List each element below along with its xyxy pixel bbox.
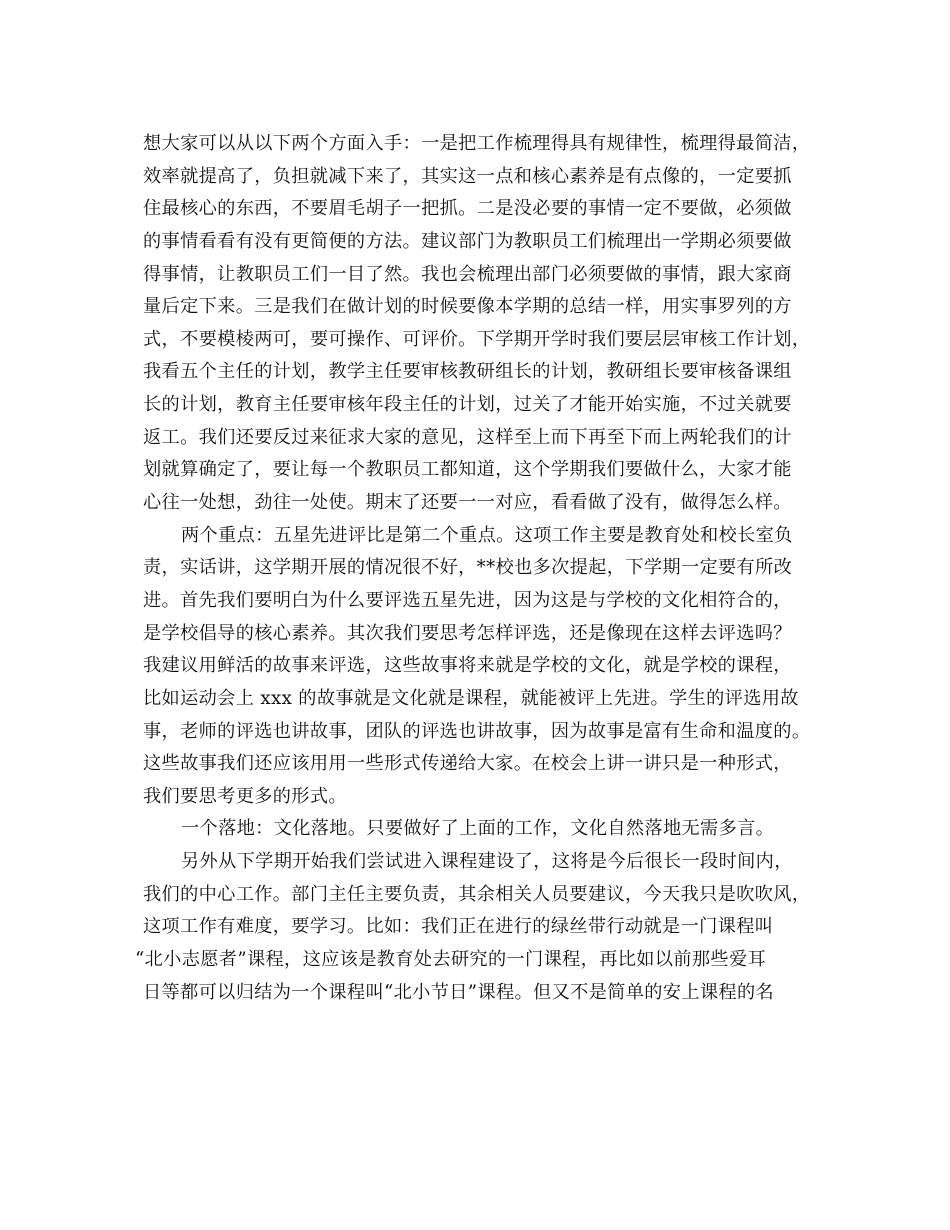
text-line: 日等都可以归结为一个课程叫“北小节日”课程。但又不是简单的安上课程的名 (143, 981, 775, 1003)
text-line: 我建议用鲜活的故事来评选，这些故事将来就是学校的文化，就是学校的课程， (143, 655, 792, 677)
text-line: 得事情，让教职员工们一目了然。我也会梳理出部门必须要做的事情，跟大家商 (143, 263, 792, 285)
text-line: 我看五个主任的计划，教学主任要审核教研组长的计划，教研组长要审核备课组 (143, 361, 792, 383)
text-line: 心往一处想，劲往一处使。期末了还要一一对应，看看做了没有，做得怎么样。 (143, 492, 792, 514)
text-line: 我们的中心工作。部门主任主要负责，其余相关人员要建议，今天我只是吹吹风， (143, 883, 811, 905)
text-line: 比如运动会上 xxx 的故事就是文化就是课程，就能被评上先进。学生的评选用故 (143, 687, 799, 709)
text-line: 长的计划，教育主任要审核年段主任的计划，过关了才能开始实施，不过关就要 (143, 394, 792, 416)
text-line: 的事情看看有没有更简便的方法。建议部门为教职员工们梳理出一学期必须要做 (143, 230, 792, 252)
text-line: 责，实话讲，这学期开展的情况很不好，**校也多次提起，下学期一定要有所改 (143, 557, 793, 579)
body-text (135, 128, 823, 1009)
text-line: 量后定下来。三是我们在做计划的时候要像本学期的总结一样，用实事罗列的方 (143, 296, 792, 318)
text-line: 住最核心的东西，不要眉毛胡子一把抓。二是没必要的事情一定不要做，必须做 (143, 198, 792, 220)
text-line: 划就算确定了，要让每一个教职员工都知道，这个学期我们要做什么，大家才能 (143, 459, 792, 481)
text-line: “北小志愿者”课程，这应该是教育处去研究的一门课程，再比如以前那些爱耳 (135, 949, 767, 971)
text-line: 想大家可以从以下两个方面入手：一是把工作梳理得具有规律性，梳理得最简洁， (143, 133, 811, 154)
text-line: 效率就提高了，负担就减下来了，其实这一点和核心素养是有点像的，一定要抓 (143, 165, 792, 187)
text-line: 返工。我们还要反过来征求大家的意见，这样至上而下再至下而上两轮我们的计 (143, 426, 792, 448)
paragraph-start-line: 一个落地：文化落地。只要做好了上面的工作，文化自然落地无需多言。 (181, 818, 775, 840)
text-line: 是学校倡导的核心素养。其次我们要思考怎样评选，还是像现在这样去评选吗？ (143, 622, 792, 644)
paragraph-start-line: 两个重点：五星先进评比是第二个重点。这项工作主要是教育处和校长室负 (181, 524, 793, 546)
text-line: 事，老师的评选也讲故事，团队的评选也讲故事，因为故事是富有生命和温度的。 (143, 720, 811, 742)
text-line: 式，不要模棱两可，要可操作、可评价。下学期开学时我们要层层审核工作计划， (143, 328, 811, 350)
text-line: 这项工作有难度，要学习。比如：我们正在进行的绿丝带行动就是一门课程叫 (143, 916, 774, 938)
text-line: 进。首先我们要明白为什么要评选五星先进，因为这是与学校的文化相符合的， (143, 589, 792, 611)
paragraph-start-line: 另外从下学期开始我们尝试进入课程建设了，这将是今后很长一段时间内， (181, 851, 793, 873)
text-line: 这些故事我们还应该用用一些形式传递给大家。在校会上讲一讲只是一种形式， (143, 753, 792, 775)
text-line: 我们要思考更多的形式。 (143, 785, 347, 807)
